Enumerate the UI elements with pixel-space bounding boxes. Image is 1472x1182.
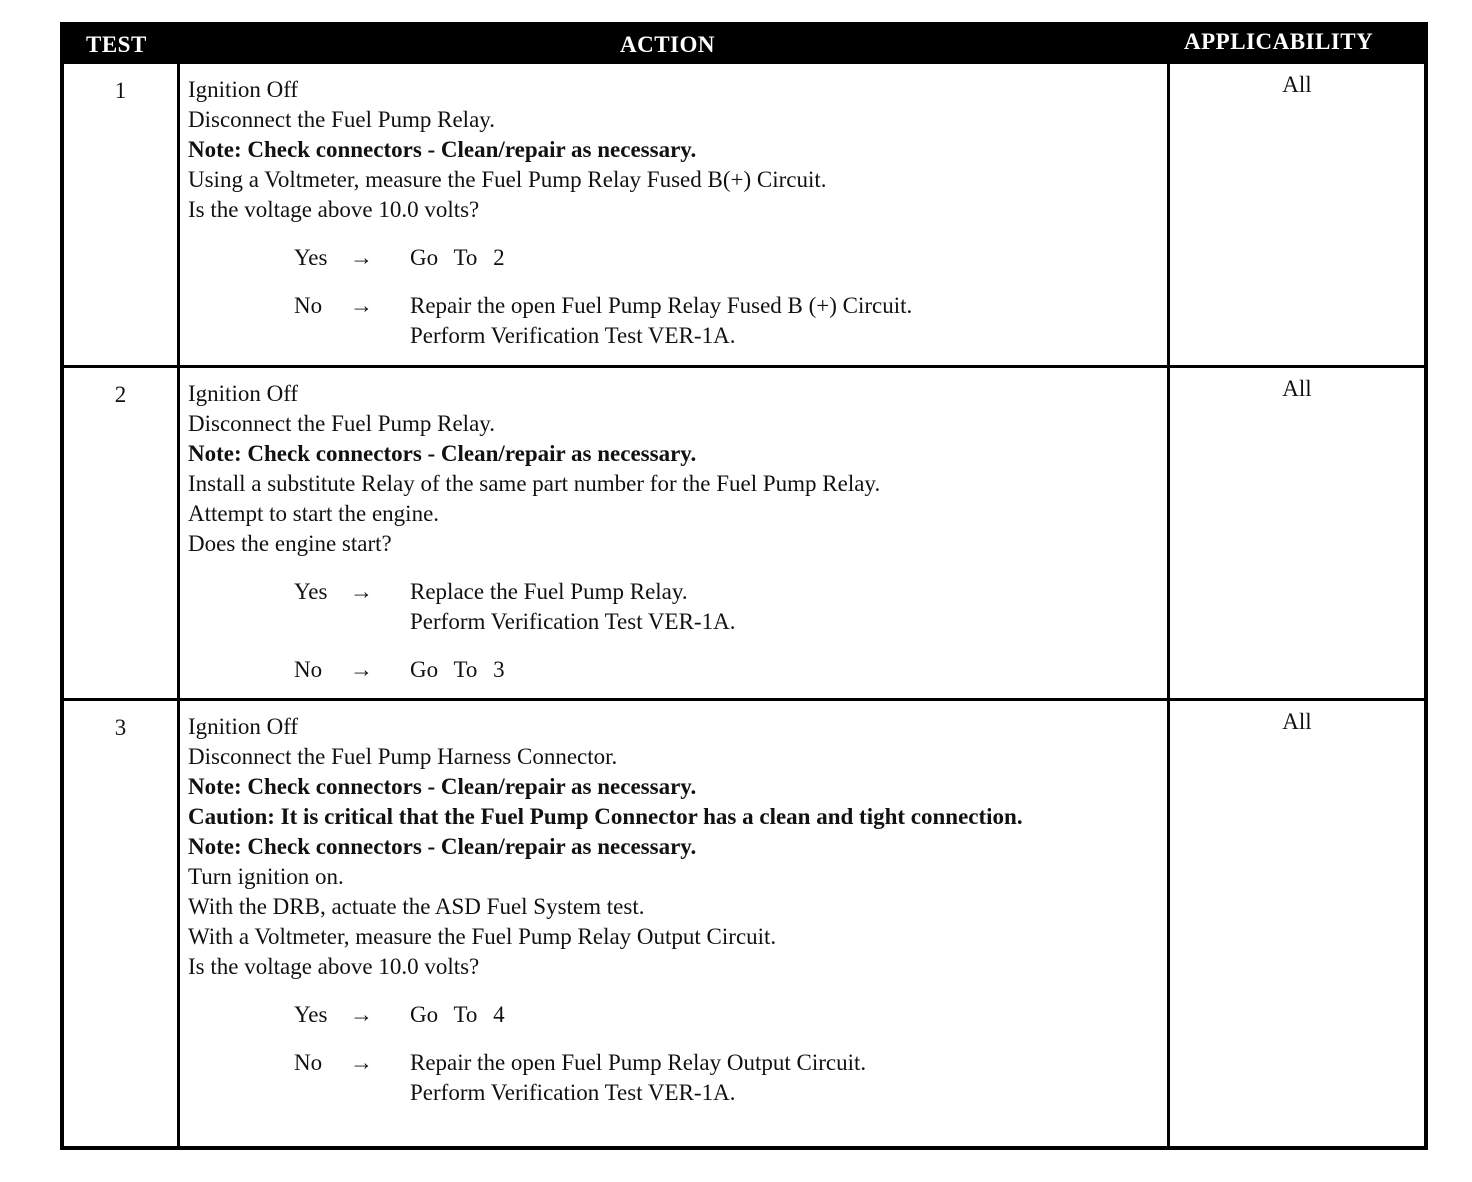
arrow-icon: → (350, 245, 373, 270)
note-line: Note: Check connectors - Clean/repair as necessary. (188, 834, 697, 859)
note-line: Note: Check connectors - Clean/repair as necessary. (188, 137, 697, 162)
header-applicability: APPLICABILITY (1184, 29, 1374, 54)
yes-label: Yes (294, 1002, 328, 1027)
arrow-icon: → (350, 579, 373, 604)
applicability-cell: All (1282, 72, 1312, 97)
action-line: Attempt to start the engine. (188, 501, 440, 526)
action-line: Turn ignition on. (188, 864, 344, 889)
applicability-cell: All (1282, 709, 1312, 734)
note-line: Note: Check connectors - Clean/repair as necessary. (188, 774, 697, 799)
diagnostic-table (60, 22, 1428, 1150)
no-branch (294, 1048, 1167, 1108)
no-result: Perform Verification Test VER-1A. (410, 1080, 736, 1105)
yes-branch (294, 1000, 1167, 1030)
yes-result: Perform Verification Test VER-1A. (410, 609, 736, 634)
table-header (64, 26, 1424, 64)
yes-label: Yes (294, 579, 328, 604)
action-line: Disconnect the Fuel Pump Harness Connector. (188, 744, 618, 769)
action-cell (180, 368, 1170, 698)
no-label: No (294, 1050, 323, 1075)
no-result: Repair the open Fuel Pump Relay Fused B (+) Circuit. (410, 293, 913, 318)
no-result: Repair the open Fuel Pump Relay Output Circuit. (410, 1050, 867, 1075)
question-line: Is the voltage above 10.0 volts? (188, 954, 480, 979)
action-cell (180, 64, 1170, 365)
test-number: 2 (64, 368, 180, 698)
applicability-cell: All (1282, 376, 1312, 401)
question-line: Is the voltage above 10.0 volts? (188, 197, 480, 222)
header-action: ACTION (620, 32, 716, 57)
arrow-icon: → (350, 1002, 373, 1027)
action-line: With the DRB, actuate the ASD Fuel System test. (188, 894, 645, 919)
arrow-icon: → (350, 1050, 373, 1075)
action-line: Install a substitute Relay of the same part number for the Fuel Pump Relay. (188, 471, 881, 496)
action-cell (180, 701, 1170, 1146)
no-branch (294, 291, 1167, 351)
yes-result: Go To 2 (410, 245, 505, 270)
arrow-icon: → (350, 293, 373, 318)
table-row (64, 64, 1424, 365)
yes-label: Yes (294, 245, 328, 270)
yes-result: Replace the Fuel Pump Relay. (410, 579, 688, 604)
yes-branch (294, 243, 1167, 273)
action-line: Ignition Off (188, 714, 299, 739)
header-test: TEST (86, 32, 147, 57)
test-number: 1 (64, 64, 180, 365)
question-line: Does the engine start? (188, 531, 392, 556)
yes-result: Go To 4 (410, 1002, 505, 1027)
action-line: Disconnect the Fuel Pump Relay. (188, 107, 496, 132)
note-line: Note: Check connectors - Clean/repair as necessary. (188, 441, 697, 466)
test-number: 3 (64, 701, 180, 1146)
action-line: Using a Voltmeter, measure the Fuel Pump Relay Fused B(+) Circuit. (188, 167, 827, 192)
no-label: No (294, 657, 323, 682)
no-result: Go To 3 (410, 657, 505, 682)
action-line: Disconnect the Fuel Pump Relay. (188, 411, 496, 436)
action-line: With a Voltmeter, measure the Fuel Pump Relay Output Circuit. (188, 924, 777, 949)
no-label: No (294, 293, 323, 318)
table-row (64, 365, 1424, 698)
arrow-icon: → (350, 657, 373, 682)
action-line: Ignition Off (188, 77, 299, 102)
no-result: Perform Verification Test VER-1A. (410, 323, 736, 348)
yes-branch (294, 577, 1167, 637)
table-row (64, 698, 1424, 1146)
action-line: Ignition Off (188, 381, 299, 406)
no-branch (294, 655, 1167, 685)
caution-line: Caution: It is critical that the Fuel Pump Connector has a clean and tight connection. (188, 804, 1023, 829)
